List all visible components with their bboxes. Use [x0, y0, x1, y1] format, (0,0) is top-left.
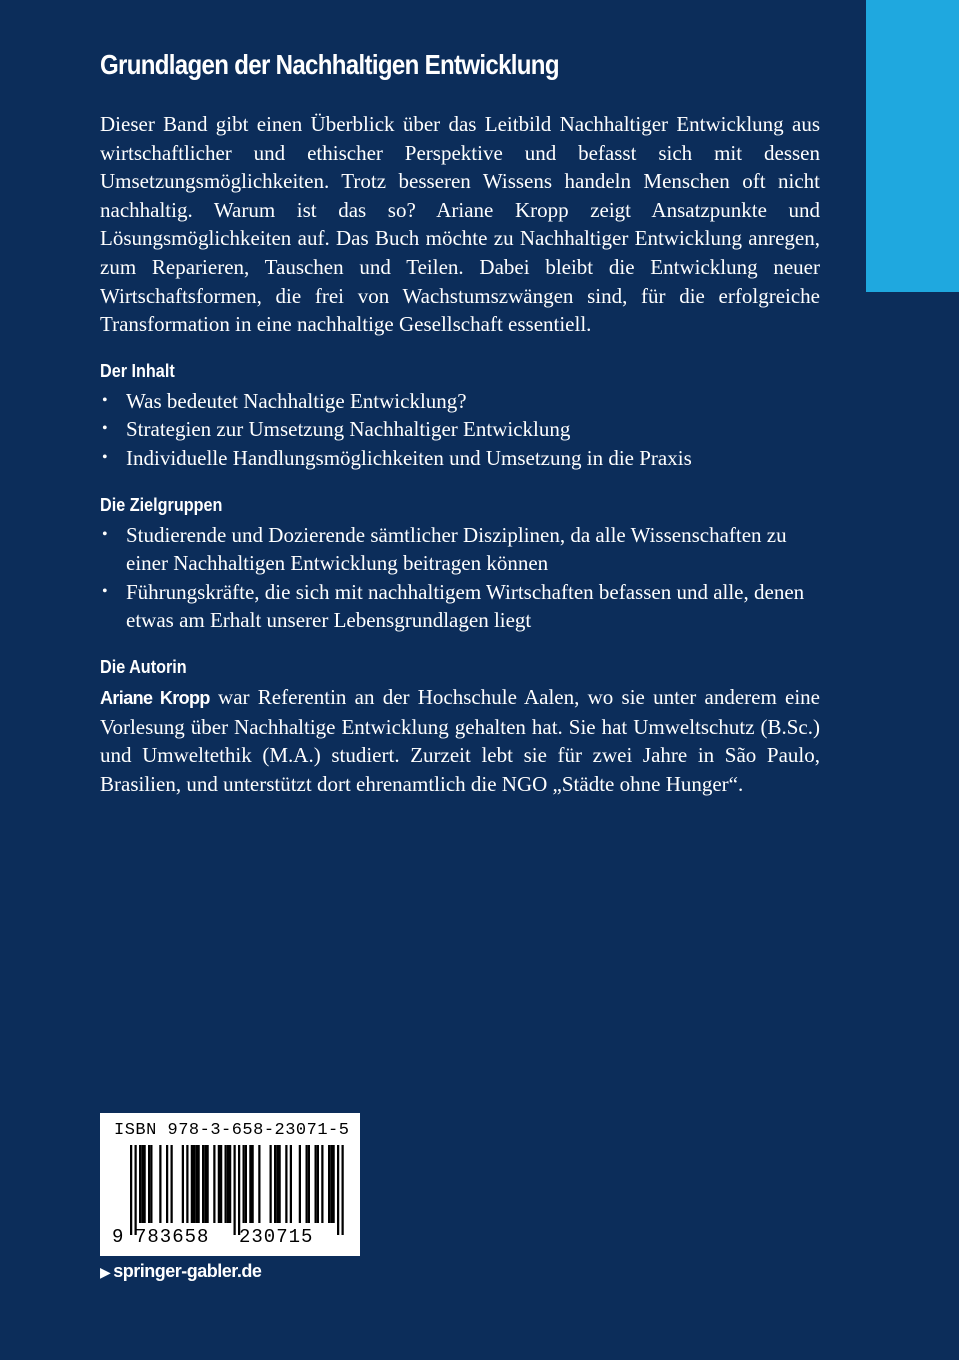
section-heading-autorin: Die Autorin — [100, 656, 187, 677]
barcode-bar — [258, 1145, 260, 1223]
barcode-bar — [308, 1145, 310, 1223]
list-item — [100, 578, 820, 635]
ean-left-digits: 783658 — [135, 1226, 210, 1248]
list-item — [100, 521, 820, 578]
list-item-text: Was bedeutet Nachhaltige Entwicklung? — [126, 388, 467, 413]
list-item-text: Individuelle Handlungsmöglichkeiten und Umsetzung in die Praxis — [126, 445, 692, 470]
barcode-bar — [337, 1145, 339, 1235]
barcode-bar — [150, 1145, 152, 1223]
barcode-bar — [225, 1145, 227, 1223]
barcode-bar — [159, 1145, 161, 1223]
section-autorin — [100, 655, 820, 798]
isbn-barcode — [100, 1113, 360, 1256]
section-inhalt — [100, 359, 820, 473]
barcode-bar — [191, 1145, 193, 1223]
arrow-right-icon: ▶ — [100, 1264, 111, 1280]
bullet-icon: • — [102, 525, 108, 543]
barcode-bar — [330, 1145, 332, 1223]
list-item-text: Führungskräfte, die sich mit nachhaltigem Wirtschaften befassen und alle, denen etwas am Erhalt unserer Lebensgrundlagen liegt — [126, 579, 805, 633]
barcode-bar — [220, 1145, 222, 1223]
inhalt-list — [100, 387, 820, 473]
barcode-bar — [166, 1145, 168, 1223]
back-cover-content — [100, 40, 820, 798]
barcode-bar — [207, 1145, 209, 1223]
author-name: Ariane Kropp — [100, 687, 210, 708]
barcode-bar — [148, 1145, 150, 1223]
section-heading-inhalt: Der Inhalt — [100, 360, 175, 381]
barcode-bar — [202, 1145, 204, 1223]
barcode-bar — [306, 1145, 308, 1223]
barcode-bar — [204, 1145, 206, 1223]
bullet-icon: • — [102, 582, 108, 600]
list-item — [100, 444, 820, 473]
ean-right-digits: 230715 — [239, 1226, 314, 1248]
barcode-bar — [290, 1145, 292, 1223]
list-item-text: Strategien zur Umsetzung Nachhaltiger Entwicklung — [126, 417, 571, 442]
list-item-text: Studierende und Dozierende sämtlicher Disziplinen, da alle Wissenschaften zu einer Nachhaltigen Entwicklung beitragen können — [126, 522, 787, 576]
barcode-bar — [274, 1145, 276, 1223]
barcode-bar — [299, 1145, 301, 1223]
barcode-bar — [328, 1145, 330, 1223]
barcode-bar — [249, 1145, 251, 1223]
bullet-icon: • — [102, 448, 108, 466]
barcode-bar — [135, 1145, 137, 1235]
barcode-bar — [238, 1145, 240, 1235]
barcode-bar — [245, 1145, 247, 1223]
barcode-bar — [171, 1145, 173, 1223]
book-title: Grundlagen der Nachhaltigen Entwicklung — [100, 49, 559, 80]
barcode-bar — [342, 1145, 344, 1235]
barcode-bar — [213, 1145, 215, 1223]
barcode-bar — [276, 1145, 278, 1223]
publisher-url: springer-gabler.de — [113, 1261, 262, 1281]
section-zielgruppen — [100, 493, 820, 635]
description-paragraph: Dieser Band gibt einen Überblick über das Leitbild Nachhaltiger Entwicklung aus wirtschaftlicher und ethischer Perspektive und befasst sich mit dessen Umsetzungsmöglichkeiten. Trotz besseren Wissens handeln Menschen oft nicht nachhaltig. Warum ist das so? Ariane Kropp zeigt Ansatzpunkte und Lösungsmöglichkeiten auf. Das Buch möchte zu Nachhaltiger Entwicklung anregen, zum Reparieren, Tauschen und Teilen. Dabei bleibt die Entwicklung neuer Wirtschaftsformen, die frei von Wachstumszwängen sind, für die erfolgreiche Transformation in eine nachhaltige Gesellschaft essentiell. — [100, 112, 820, 337]
barcode-bar — [182, 1145, 184, 1223]
barcode-bar — [144, 1145, 146, 1223]
barcode-bar — [234, 1145, 236, 1235]
barcode-bar — [227, 1145, 229, 1223]
ean-first-digit: 9 — [112, 1226, 124, 1248]
barcode-bar — [139, 1145, 141, 1223]
barcode-bar — [279, 1145, 281, 1223]
barcode-bar — [195, 1145, 197, 1223]
barcode-bar — [229, 1145, 231, 1223]
barcode-bar — [218, 1145, 220, 1223]
bullet-icon: • — [102, 391, 108, 409]
bullet-icon: • — [102, 420, 108, 438]
barcode-bar — [186, 1145, 188, 1223]
barcode-bar — [252, 1145, 254, 1223]
zielgruppen-list — [100, 521, 820, 635]
barcode-bar — [333, 1145, 335, 1223]
barcode-bar — [243, 1145, 245, 1223]
list-item — [100, 387, 820, 416]
accent-bar — [866, 0, 959, 292]
barcode-bar — [321, 1145, 323, 1223]
barcode-bar — [198, 1145, 200, 1223]
barcode-bar — [317, 1145, 319, 1223]
isbn-label: ISBN 978-3-658-23071-5 — [114, 1121, 350, 1140]
barcode-bar — [141, 1145, 143, 1223]
barcode-bar — [270, 1145, 272, 1223]
barcode-bar — [315, 1145, 317, 1223]
barcode-bar — [285, 1145, 287, 1223]
list-item — [100, 415, 820, 444]
barcode-bar — [193, 1145, 195, 1223]
author-bio: war Referentin an der Hochschule Aalen, wo sie unter anderem eine Vorlesung über Nachhaltige Entwicklung gehalten hat. Sie hat Umweltschutz (B.Sc.) und Umweltethik (M.A.) studiert. Zurzeit lebt sie für zwei Jahre in São Paulo, Brasilien, und unterstützt dort ehrenamtlich die NGO „Städte ohne Hunger“. — [100, 684, 821, 796]
barcode-bar — [130, 1145, 132, 1235]
author-bio-paragraph — [100, 683, 820, 798]
section-heading-zielgruppen: Die Zielgruppen — [100, 494, 223, 515]
publisher-link[interactable] — [100, 1261, 261, 1282]
